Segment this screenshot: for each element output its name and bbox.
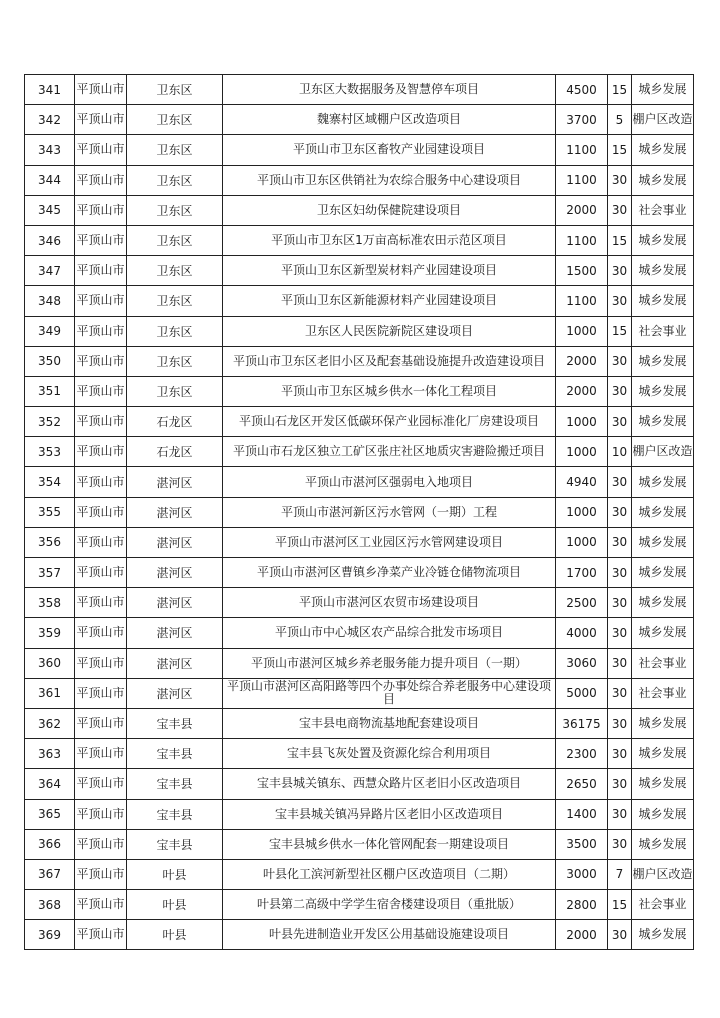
category-cell: 城乡发展 (632, 739, 694, 769)
project-name-cell: 宝丰县电商物流基地配套建设项目 (223, 708, 556, 738)
city-cell: 平顶山市 (75, 739, 127, 769)
amount-cell: 3700 (556, 105, 608, 135)
years-cell: 10 (608, 437, 632, 467)
row-number: 358 (25, 588, 75, 618)
category-cell: 社会事业 (632, 195, 694, 225)
category-cell: 城乡发展 (632, 618, 694, 648)
city-cell: 平顶山市 (75, 256, 127, 286)
district-cell: 湛河区 (127, 648, 223, 678)
project-name-cell: 平顶山市卫东区畜牧产业园建设项目 (223, 135, 556, 165)
row-number: 356 (25, 527, 75, 557)
years-cell: 5 (608, 105, 632, 135)
years-cell: 30 (608, 829, 632, 859)
category-cell: 城乡发展 (632, 286, 694, 316)
city-cell: 平顶山市 (75, 346, 127, 376)
category-cell: 城乡发展 (632, 376, 694, 406)
district-cell: 湛河区 (127, 678, 223, 708)
city-cell: 平顶山市 (75, 467, 127, 497)
district-cell: 卫东区 (127, 195, 223, 225)
project-name-cell: 宝丰县城乡供水一体化管网配套一期建设项目 (223, 829, 556, 859)
city-cell: 平顶山市 (75, 618, 127, 648)
row-number: 361 (25, 678, 75, 708)
city-cell: 平顶山市 (75, 225, 127, 255)
years-cell: 15 (608, 890, 632, 920)
amount-cell: 2500 (556, 588, 608, 618)
years-cell: 15 (608, 75, 632, 105)
table-row (25, 678, 694, 708)
amount-cell: 1100 (556, 286, 608, 316)
amount-cell: 36175 (556, 708, 608, 738)
table-row (25, 437, 694, 467)
category-cell: 棚户区改造 (632, 105, 694, 135)
project-name-cell: 平顶山市湛河区曹镇乡净菜产业冷链仓储物流项目 (223, 558, 556, 588)
district-cell: 叶县 (127, 920, 223, 950)
city-cell: 平顶山市 (75, 195, 127, 225)
district-cell: 宝丰县 (127, 739, 223, 769)
category-cell: 城乡发展 (632, 225, 694, 255)
city-cell: 平顶山市 (75, 75, 127, 105)
city-cell: 平顶山市 (75, 708, 127, 738)
years-cell: 30 (608, 618, 632, 648)
project-name-cell: 平顶山市湛河区工业园区污水管网建设项目 (223, 527, 556, 557)
amount-cell: 3000 (556, 859, 608, 889)
amount-cell: 2300 (556, 739, 608, 769)
district-cell: 卫东区 (127, 316, 223, 346)
city-cell: 平顶山市 (75, 165, 127, 195)
category-cell: 城乡发展 (632, 527, 694, 557)
amount-cell: 1500 (556, 256, 608, 286)
city-cell: 平顶山市 (75, 497, 127, 527)
project-name-cell: 平顶山卫东区新能源材料产业园建设项目 (223, 286, 556, 316)
district-cell: 卫东区 (127, 165, 223, 195)
district-cell: 宝丰县 (127, 769, 223, 799)
amount-cell: 2000 (556, 346, 608, 376)
project-name-cell: 卫东区大数据服务及智慧停车项目 (223, 75, 556, 105)
amount-cell: 2000 (556, 195, 608, 225)
table-row (25, 407, 694, 437)
table-row (25, 558, 694, 588)
project-name-cell: 叶县先进制造业开发区公用基础设施建设项目 (223, 920, 556, 950)
project-name-cell: 平顶山卫东区新型炭材料产业园建设项目 (223, 256, 556, 286)
years-cell: 30 (608, 256, 632, 286)
project-name-cell: 平顶山市湛河区农贸市场建设项目 (223, 588, 556, 618)
amount-cell: 1000 (556, 497, 608, 527)
table-row (25, 165, 694, 195)
amount-cell: 1000 (556, 527, 608, 557)
district-cell: 卫东区 (127, 225, 223, 255)
row-number: 360 (25, 648, 75, 678)
category-cell: 城乡发展 (632, 799, 694, 829)
table-row (25, 739, 694, 769)
years-cell: 30 (608, 286, 632, 316)
years-cell: 30 (608, 588, 632, 618)
years-cell: 30 (608, 467, 632, 497)
years-cell: 30 (608, 920, 632, 950)
district-cell: 宝丰县 (127, 708, 223, 738)
amount-cell: 1700 (556, 558, 608, 588)
project-name-cell: 魏寨村区域棚户区改造项目 (223, 105, 556, 135)
table-row (25, 829, 694, 859)
amount-cell: 2800 (556, 890, 608, 920)
project-name-cell: 平顶山市卫东区老旧小区及配套基础设施提升改造建设项目 (223, 346, 556, 376)
project-name-cell: 卫东区妇幼保健院建设项目 (223, 195, 556, 225)
row-number: 343 (25, 135, 75, 165)
city-cell: 平顶山市 (75, 859, 127, 889)
district-cell: 叶县 (127, 890, 223, 920)
row-number: 348 (25, 286, 75, 316)
district-cell: 卫东区 (127, 376, 223, 406)
project-table (24, 74, 694, 950)
row-number: 349 (25, 316, 75, 346)
table-row (25, 75, 694, 105)
city-cell: 平顶山市 (75, 105, 127, 135)
table-row (25, 648, 694, 678)
years-cell: 15 (608, 316, 632, 346)
city-cell: 平顶山市 (75, 678, 127, 708)
years-cell: 30 (608, 376, 632, 406)
years-cell: 30 (608, 558, 632, 588)
city-cell: 平顶山市 (75, 920, 127, 950)
category-cell: 社会事业 (632, 316, 694, 346)
project-name-cell: 叶县化工滨河新型社区棚户区改造项目（二期） (223, 859, 556, 889)
project-name-cell: 平顶山市石龙区独立工矿区张庄社区地质灾害避险搬迁项目 (223, 437, 556, 467)
years-cell: 30 (608, 648, 632, 678)
table-row (25, 708, 694, 738)
table-body (25, 75, 694, 950)
category-cell: 城乡发展 (632, 708, 694, 738)
table-row (25, 467, 694, 497)
category-cell: 社会事业 (632, 678, 694, 708)
row-number: 363 (25, 739, 75, 769)
amount-cell: 2650 (556, 769, 608, 799)
category-cell: 城乡发展 (632, 165, 694, 195)
city-cell: 平顶山市 (75, 527, 127, 557)
district-cell: 叶县 (127, 859, 223, 889)
city-cell: 平顶山市 (75, 829, 127, 859)
table-row (25, 256, 694, 286)
city-cell: 平顶山市 (75, 769, 127, 799)
city-cell: 平顶山市 (75, 376, 127, 406)
row-number: 355 (25, 497, 75, 527)
row-number: 357 (25, 558, 75, 588)
row-number: 368 (25, 890, 75, 920)
row-number: 364 (25, 769, 75, 799)
category-cell: 棚户区改造 (632, 437, 694, 467)
city-cell: 平顶山市 (75, 588, 127, 618)
row-number: 341 (25, 75, 75, 105)
years-cell: 30 (608, 708, 632, 738)
years-cell: 30 (608, 346, 632, 376)
district-cell: 湛河区 (127, 558, 223, 588)
table-row (25, 105, 694, 135)
category-cell: 城乡发展 (632, 135, 694, 165)
years-cell: 30 (608, 527, 632, 557)
table-row (25, 588, 694, 618)
amount-cell: 1000 (556, 316, 608, 346)
table-row (25, 859, 694, 889)
category-cell: 城乡发展 (632, 467, 694, 497)
row-number: 352 (25, 407, 75, 437)
row-number: 354 (25, 467, 75, 497)
table-row (25, 799, 694, 829)
row-number: 362 (25, 708, 75, 738)
city-cell: 平顶山市 (75, 407, 127, 437)
amount-cell: 2000 (556, 920, 608, 950)
row-number: 347 (25, 256, 75, 286)
district-cell: 卫东区 (127, 256, 223, 286)
years-cell: 30 (608, 497, 632, 527)
table-row (25, 225, 694, 255)
table-row (25, 346, 694, 376)
amount-cell: 4940 (556, 467, 608, 497)
row-number: 353 (25, 437, 75, 467)
project-name-cell: 宝丰县城关镇东、西慧众路片区老旧小区改造项目 (223, 769, 556, 799)
row-number: 367 (25, 859, 75, 889)
amount-cell: 5000 (556, 678, 608, 708)
category-cell: 城乡发展 (632, 75, 694, 105)
amount-cell: 3500 (556, 829, 608, 859)
project-name-cell: 平顶山市卫东区供销社为农综合服务中心建设项目 (223, 165, 556, 195)
years-cell: 30 (608, 739, 632, 769)
table-row (25, 316, 694, 346)
amount-cell: 3060 (556, 648, 608, 678)
category-cell: 社会事业 (632, 890, 694, 920)
project-name-cell: 平顶山市湛河新区污水管网（一期）工程 (223, 497, 556, 527)
table-row (25, 135, 694, 165)
district-cell: 宝丰县 (127, 799, 223, 829)
project-name-cell: 平顶山市卫东区1万亩高标准农田示范区项目 (223, 225, 556, 255)
amount-cell: 4000 (556, 618, 608, 648)
project-name-cell: 叶县第二高级中学学生宿舍楼建设项目（重批版） (223, 890, 556, 920)
district-cell: 卫东区 (127, 75, 223, 105)
years-cell: 30 (608, 165, 632, 195)
row-number: 366 (25, 829, 75, 859)
district-cell: 湛河区 (127, 588, 223, 618)
amount-cell: 1100 (556, 225, 608, 255)
project-name-cell: 平顶山市中心城区农产品综合批发市场项目 (223, 618, 556, 648)
district-cell: 卫东区 (127, 105, 223, 135)
project-name-cell: 平顶山市湛河区城乡养老服务能力提升项目（一期） (223, 648, 556, 678)
amount-cell: 4500 (556, 75, 608, 105)
row-number: 365 (25, 799, 75, 829)
category-cell: 城乡发展 (632, 558, 694, 588)
table-row (25, 376, 694, 406)
category-cell: 城乡发展 (632, 829, 694, 859)
years-cell: 30 (608, 407, 632, 437)
row-number: 344 (25, 165, 75, 195)
table-row (25, 769, 694, 799)
project-name-cell: 平顶山市卫东区城乡供水一体化工程项目 (223, 376, 556, 406)
row-number: 346 (25, 225, 75, 255)
years-cell: 30 (608, 195, 632, 225)
category-cell: 城乡发展 (632, 497, 694, 527)
project-name-cell: 宝丰县飞灰处置及资源化综合利用项目 (223, 739, 556, 769)
amount-cell: 1100 (556, 165, 608, 195)
district-cell: 湛河区 (127, 467, 223, 497)
district-cell: 卫东区 (127, 135, 223, 165)
row-number: 369 (25, 920, 75, 950)
table-row (25, 618, 694, 648)
years-cell: 30 (608, 769, 632, 799)
category-cell: 城乡发展 (632, 920, 694, 950)
row-number: 351 (25, 376, 75, 406)
district-cell: 湛河区 (127, 527, 223, 557)
project-name-cell: 平顶山市湛河区高阳路等四个办事处综合养老服务中心建设项目 (223, 678, 556, 708)
table-row (25, 890, 694, 920)
years-cell: 30 (608, 678, 632, 708)
city-cell: 平顶山市 (75, 286, 127, 316)
district-cell: 湛河区 (127, 618, 223, 648)
table-row (25, 195, 694, 225)
city-cell: 平顶山市 (75, 558, 127, 588)
category-cell: 棚户区改造 (632, 859, 694, 889)
category-cell: 城乡发展 (632, 588, 694, 618)
project-name-cell: 平顶山石龙区开发区低碳环保产业园标准化厂房建设项目 (223, 407, 556, 437)
amount-cell: 1000 (556, 437, 608, 467)
table-row (25, 527, 694, 557)
district-cell: 湛河区 (127, 497, 223, 527)
city-cell: 平顶山市 (75, 648, 127, 678)
project-name-cell: 平顶山市湛河区强弱电入地项目 (223, 467, 556, 497)
amount-cell: 1000 (556, 407, 608, 437)
row-number: 342 (25, 105, 75, 135)
years-cell: 7 (608, 859, 632, 889)
project-name-cell: 卫东区人民医院新院区建设项目 (223, 316, 556, 346)
district-cell: 石龙区 (127, 407, 223, 437)
project-name-cell: 宝丰县城关镇冯异路片区老旧小区改造项目 (223, 799, 556, 829)
years-cell: 15 (608, 225, 632, 255)
category-cell: 城乡发展 (632, 346, 694, 376)
years-cell: 30 (608, 799, 632, 829)
category-cell: 社会事业 (632, 648, 694, 678)
district-cell: 卫东区 (127, 346, 223, 376)
city-cell: 平顶山市 (75, 437, 127, 467)
city-cell: 平顶山市 (75, 799, 127, 829)
category-cell: 城乡发展 (632, 407, 694, 437)
category-cell: 城乡发展 (632, 256, 694, 286)
years-cell: 15 (608, 135, 632, 165)
row-number: 350 (25, 346, 75, 376)
city-cell: 平顶山市 (75, 890, 127, 920)
district-cell: 宝丰县 (127, 829, 223, 859)
district-cell: 卫东区 (127, 286, 223, 316)
table-row (25, 497, 694, 527)
row-number: 359 (25, 618, 75, 648)
row-number: 345 (25, 195, 75, 225)
amount-cell: 2000 (556, 376, 608, 406)
amount-cell: 1100 (556, 135, 608, 165)
amount-cell: 1400 (556, 799, 608, 829)
city-cell: 平顶山市 (75, 135, 127, 165)
city-cell: 平顶山市 (75, 316, 127, 346)
table-row (25, 920, 694, 950)
table-row (25, 286, 694, 316)
category-cell: 城乡发展 (632, 769, 694, 799)
district-cell: 石龙区 (127, 437, 223, 467)
